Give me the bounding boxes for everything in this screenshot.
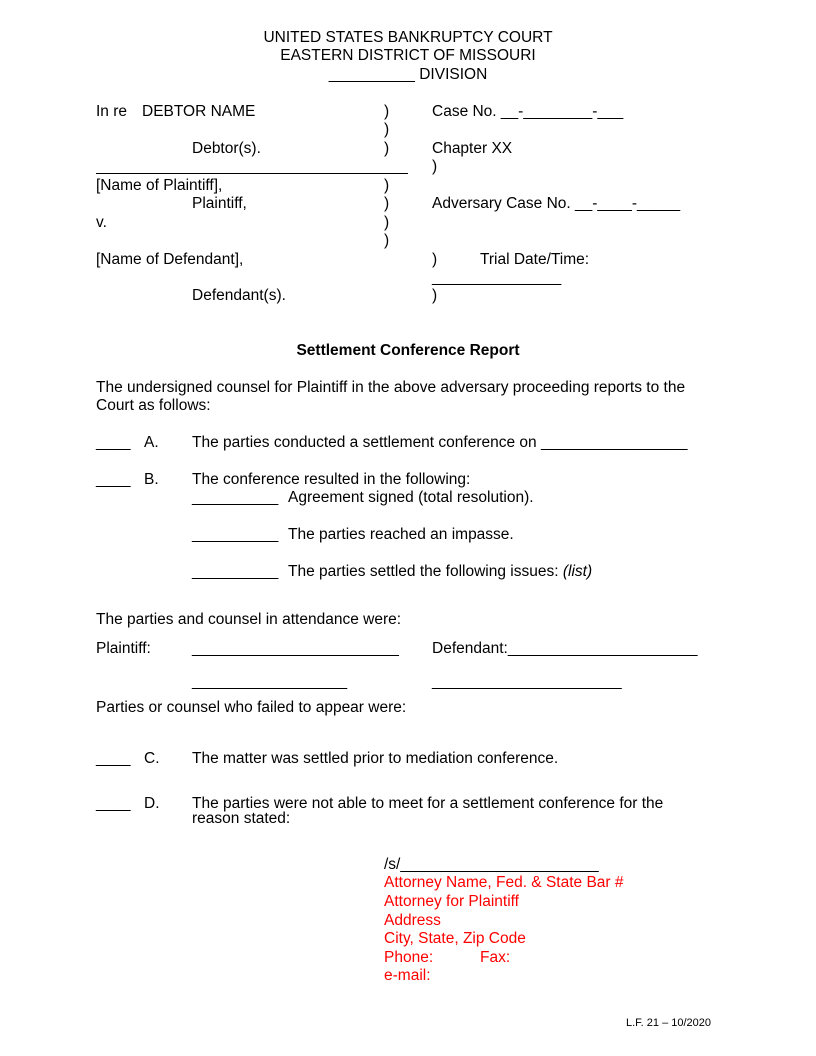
document-title: Settlement Conference Report bbox=[296, 342, 520, 359]
attendance-plaintiff-line-2: __________________ bbox=[192, 673, 348, 690]
attorney-city-state-zip: City, State, Zip Code bbox=[384, 930, 526, 947]
caption-paren: ) bbox=[384, 177, 390, 194]
caption-paren: ) bbox=[384, 195, 390, 212]
item-b-option-1-blank: __________ bbox=[192, 489, 279, 506]
attendance-defendant-label-text: Defendant: bbox=[432, 640, 508, 657]
attendance-defendant-line-1: ______________________ bbox=[507, 640, 698, 657]
trial-date-label: Trial Date/Time: bbox=[480, 251, 590, 268]
intro-line-1: The undersigned counsel for Plaintiff in the above adversary proceeding reports to the bbox=[96, 379, 686, 396]
item-c-checkbox-blank: ____ bbox=[96, 750, 131, 767]
caption-divider bbox=[96, 173, 408, 174]
caption-paren: ) bbox=[432, 158, 438, 175]
item-b-option-2-blank: __________ bbox=[192, 526, 279, 543]
item-b-option-3 bbox=[288, 563, 592, 581]
item-b-option-3-blank: __________ bbox=[192, 563, 279, 580]
attorney-fax: Fax: bbox=[480, 949, 511, 966]
adversary-case-number: Adversary Case No. __-____-_____ bbox=[432, 195, 681, 212]
attendance-plaintiff-label: Plaintiff: bbox=[96, 640, 151, 657]
court-district: EASTERN DISTRICT OF MISSOURI bbox=[280, 47, 536, 64]
item-d-checkbox-blank: ____ bbox=[96, 795, 131, 812]
chapter: Chapter XX bbox=[432, 140, 513, 157]
item-a-letter: A. bbox=[144, 434, 159, 451]
item-b-option-1: Agreement signed (total resolution). bbox=[288, 489, 534, 506]
caption-paren: ) bbox=[432, 251, 438, 268]
item-b-option-3-text: The parties settled the following issues: bbox=[288, 563, 559, 580]
attorney-name: Attorney Name, Fed. & State Bar # bbox=[384, 874, 624, 891]
intro-line-2: Court as follows: bbox=[96, 397, 211, 414]
caption-paren: ) bbox=[384, 232, 390, 249]
form-identifier: L.F. 21 – 10/2020 bbox=[626, 1017, 712, 1029]
attendance-heading: The parties and counsel in attendance were: bbox=[96, 611, 402, 628]
item-d-text-line-2: reason stated: bbox=[192, 810, 291, 827]
item-c-letter: C. bbox=[144, 750, 160, 767]
signature-line bbox=[384, 856, 599, 874]
item-d-letter: D. bbox=[144, 795, 160, 812]
debtors-label: Debtor(s). bbox=[192, 140, 261, 157]
attorney-phone: Phone: bbox=[384, 949, 434, 966]
attendance-defendant-line-2: ______________________ bbox=[432, 673, 622, 690]
attendance-plaintiff-line-1: ________________________ bbox=[192, 640, 399, 657]
defendant-name: [Name of Defendant], bbox=[96, 251, 244, 268]
versus-label: v. bbox=[96, 214, 107, 231]
signature-prefix: /s/ bbox=[384, 856, 401, 873]
item-a-text: The parties conducted a settlement conference on _________________ bbox=[192, 434, 688, 451]
item-b-checkbox-blank: ____ bbox=[96, 471, 131, 488]
court-name: UNITED STATES BANKRUPTCY COURT bbox=[263, 29, 553, 46]
attorney-email: e-mail: bbox=[384, 967, 431, 984]
defendants-label: Defendant(s). bbox=[192, 287, 286, 304]
trial-date-blank: _______________ bbox=[432, 269, 562, 286]
debtor-name: DEBTOR NAME bbox=[142, 103, 256, 120]
plaintiff-label: Plaintiff, bbox=[192, 195, 247, 212]
caption-paren: ) bbox=[432, 287, 438, 304]
caption-paren: ) bbox=[384, 214, 390, 231]
plaintiff-name: [Name of Plaintiff], bbox=[96, 177, 223, 194]
item-b-option-3-note: (list) bbox=[562, 563, 593, 580]
item-b-text: The conference resulted in the following: bbox=[192, 471, 471, 488]
caption-paren: ) bbox=[384, 121, 390, 138]
item-c-text: The matter was settled prior to mediation conference. bbox=[192, 750, 559, 767]
attendance-defendant-label bbox=[432, 640, 698, 658]
item-d-text-line-1: The parties were not able to meet for a settlement conference for the bbox=[192, 795, 664, 812]
court-division: __________ DIVISION bbox=[328, 66, 488, 83]
item-a-checkbox-blank: ____ bbox=[96, 434, 131, 451]
failed-to-appear-heading: Parties or counsel who failed to appear were: bbox=[96, 699, 407, 716]
in-re-label: In re bbox=[96, 103, 128, 120]
caption-paren: ) bbox=[384, 103, 390, 120]
caption-paren: ) bbox=[384, 140, 390, 157]
signature-blank: _______________________ bbox=[400, 856, 599, 873]
attorney-address: Address bbox=[384, 912, 441, 929]
item-b-letter: B. bbox=[144, 471, 159, 488]
case-number: Case No. __-________-___ bbox=[432, 103, 624, 120]
attorney-for: Attorney for Plaintiff bbox=[384, 893, 519, 910]
item-b-option-2: The parties reached an impasse. bbox=[288, 526, 514, 543]
